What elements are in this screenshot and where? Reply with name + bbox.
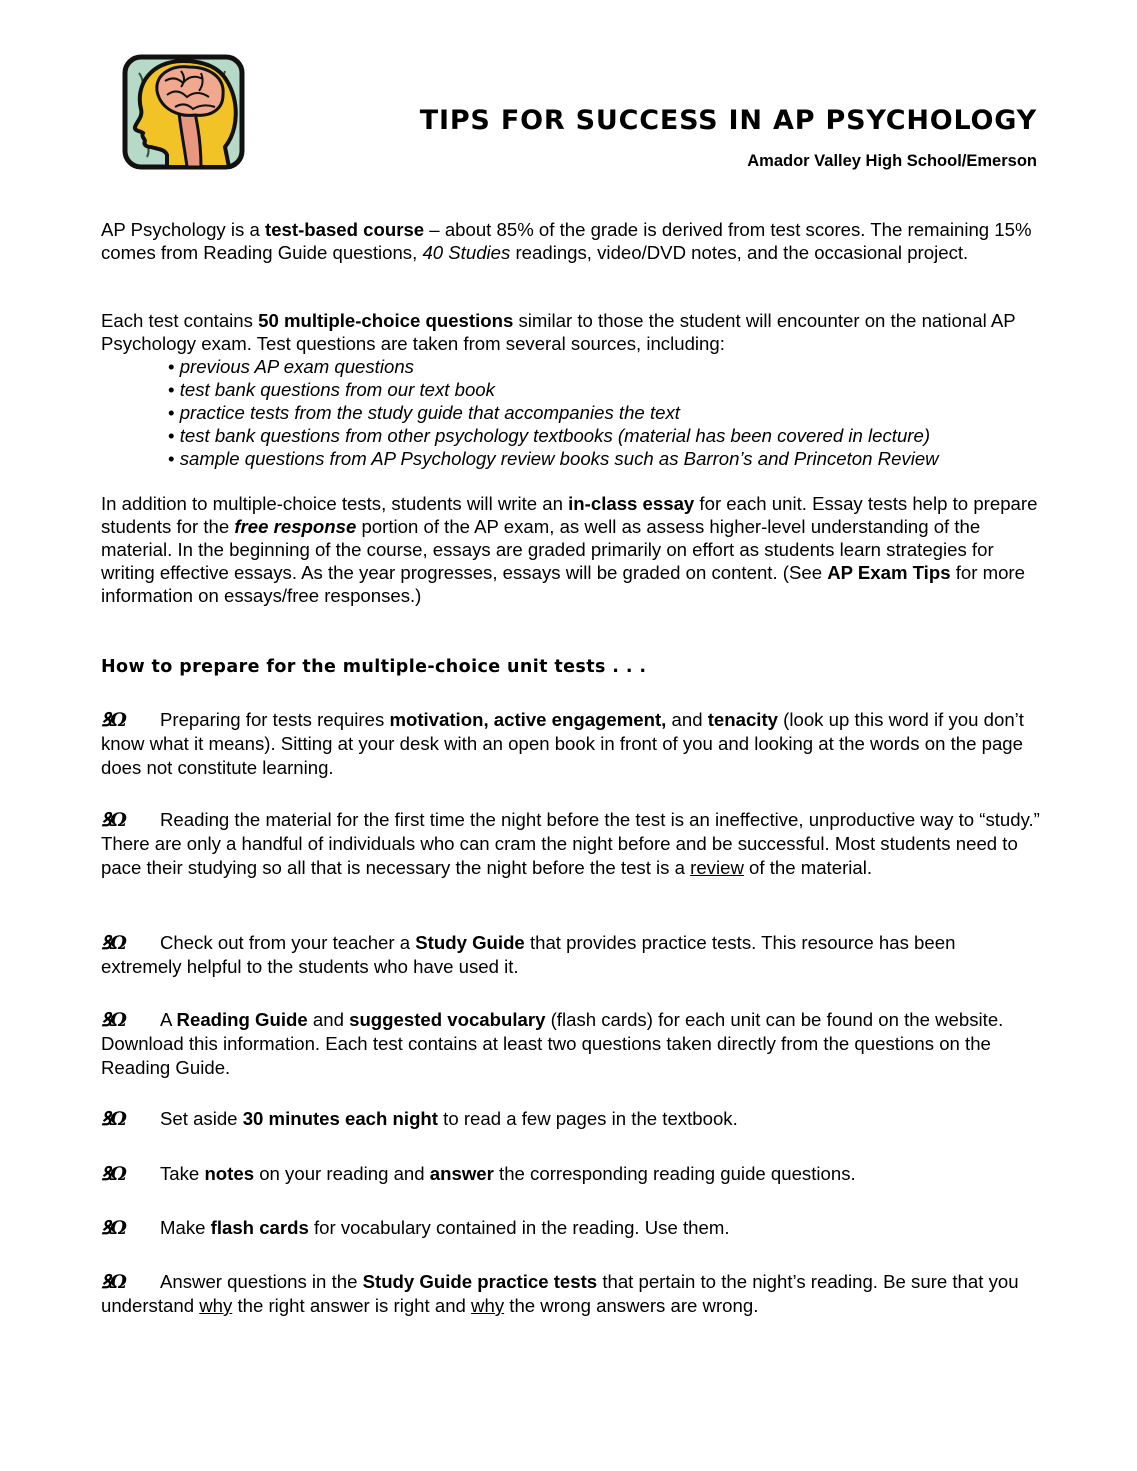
tip-bullet-icon: ꝸΩ — [101, 1108, 126, 1130]
page-subtitle: Amador Valley High School/Emerson — [747, 152, 1037, 170]
text-run: and — [307, 1009, 350, 1030]
text-run: similar to those the student will encounter on the national AP Psychology exam. Test questions are taken from several sources, including: — [101, 310, 1016, 354]
list-item: • sample questions from AP Psychology review books such as Barron’s and Princeton Review — [168, 448, 939, 469]
tip-item — [101, 931, 1041, 979]
text-run: Answer questions in the — [160, 1271, 363, 1292]
text-run: Check out from your teacher a — [160, 932, 416, 953]
intro-paragraph-2 — [101, 309, 1041, 470]
text-run: in-class essay — [568, 493, 695, 514]
text-run: Each test contains — [101, 310, 259, 331]
text-run: 40 Studies — [422, 242, 511, 263]
tip-item — [101, 1107, 1041, 1131]
tip-item — [101, 1162, 1041, 1186]
text-run: Make — [160, 1217, 211, 1238]
tip-item — [101, 808, 1041, 880]
list-item: • previous AP exam questions — [168, 356, 414, 377]
text-run: Study Guide practice tests — [362, 1271, 598, 1292]
text-run: Study Guide — [415, 932, 525, 953]
list-item: • test bank questions from other psychology textbooks (material has been covered in lecture) — [168, 425, 931, 446]
text-run: Reading the material for the first time the night before the test is an ineffective, unproductive way to “study.” There are only a handful of individuals who can cram the night before and be successful. Most students need to pace their studying so all that is necessary the night before the test is a — [101, 809, 1040, 878]
text-run: AP Exam Tips — [827, 562, 951, 583]
test-description — [101, 309, 1041, 355]
text-run: 30 minutes each night — [242, 1108, 438, 1129]
text-run: free response — [234, 516, 357, 537]
intro-paragraph-3 — [101, 492, 1041, 607]
text-run: for vocabulary contained in the reading. Use them. — [308, 1217, 730, 1238]
text-run: – about 85% of the grade is derived from test scores. The remaining 15% comes from Reading Guide questions, — [101, 219, 1032, 263]
text-run: why — [471, 1295, 505, 1316]
text-run: A — [160, 1009, 177, 1030]
text-run: Take — [160, 1163, 205, 1184]
tip-item — [101, 1216, 1041, 1240]
text-run: that pertain to the night’s reading. Be sure that you understand — [101, 1271, 1019, 1316]
text-run: on your reading and — [254, 1163, 430, 1184]
intro-paragraph-1 — [101, 218, 1041, 264]
section-heading: How to prepare for the multiple-choice unit tests . . . — [101, 657, 647, 677]
text-run: answer — [429, 1163, 494, 1184]
test-sources-list — [101, 355, 1041, 470]
text-run: the right answer is right and — [232, 1295, 472, 1316]
tip-bullet-icon: ꝸΩ — [101, 1271, 126, 1293]
text-run: that provides practice tests. This resource has been extremely helpful to the students who have used it. — [101, 932, 956, 977]
text-run: (flash cards) for each unit can be found on the website. Download this information. Each test contains at least two questions taken directly from the questions on the Reading Guide. — [101, 1009, 1004, 1078]
tip-bullet-icon: ꝸΩ — [101, 709, 126, 731]
text-run: AP Psychology is a — [101, 219, 265, 240]
tip-bullet-icon: ꝸΩ — [101, 932, 126, 954]
text-run: readings, video/DVD notes, and the occasional project. — [510, 242, 969, 263]
text-run: the corresponding reading guide questions. — [493, 1163, 856, 1184]
text-run: Preparing for tests requires — [160, 709, 390, 730]
text-run: suggested vocabulary — [349, 1009, 546, 1030]
text-run: In addition to multiple-choice tests, students will write an — [101, 493, 569, 514]
text-run: tenacity — [707, 709, 778, 730]
text-run: and — [666, 709, 708, 730]
tip-item — [101, 1008, 1041, 1080]
list-item: • practice tests from the study guide that accompanies the text — [168, 402, 680, 423]
text-run: to read a few pages in the textbook. — [437, 1108, 738, 1129]
text-run: notes — [204, 1163, 255, 1184]
page-title: TIPS FOR SUCCESS IN AP PSYCHOLOGY — [419, 105, 1037, 136]
head-brain-icon — [121, 51, 246, 171]
tip-bullet-icon: ꝸΩ — [101, 809, 126, 831]
tip-bullet-icon: ꝸΩ — [101, 1009, 126, 1031]
tip-item — [101, 1270, 1041, 1318]
list-item: • test bank questions from our text book — [168, 379, 495, 400]
text-run: Reading Guide — [176, 1009, 308, 1030]
tip-bullet-icon: ꝸΩ — [101, 1163, 126, 1185]
text-run: (look up this word if you don’t know what it means). Sitting at your desk with an open book in front of you and looking at the words on the page does not constitute learning. — [101, 709, 1024, 778]
text-run: motivation, active engagement, — [389, 709, 667, 730]
tip-bullet-icon: ꝸΩ — [101, 1217, 126, 1239]
text-run: for more information on essays/free responses.) — [101, 562, 1025, 606]
text-run: flash cards — [210, 1217, 309, 1238]
text-run: why — [199, 1295, 233, 1316]
text-run: review — [690, 857, 744, 878]
text-run: for each unit. Essay tests help to prepare students for the — [101, 493, 1038, 537]
text-run: test-based course — [265, 219, 425, 240]
text-run: the wrong answers are wrong. — [504, 1295, 759, 1316]
tip-item — [101, 708, 1041, 780]
text-run: of the material. — [743, 857, 873, 878]
text-run: portion of the AP exam, as well as assess higher-level understanding of the material. In the beginning of the course, essays are graded primarily on effort as students learn strategies for writing effective essays. As the year progresses, essays will be graded on content. (See — [101, 516, 994, 583]
text-run: Set aside — [160, 1108, 243, 1129]
text-run: 50 multiple-choice questions — [258, 310, 514, 331]
